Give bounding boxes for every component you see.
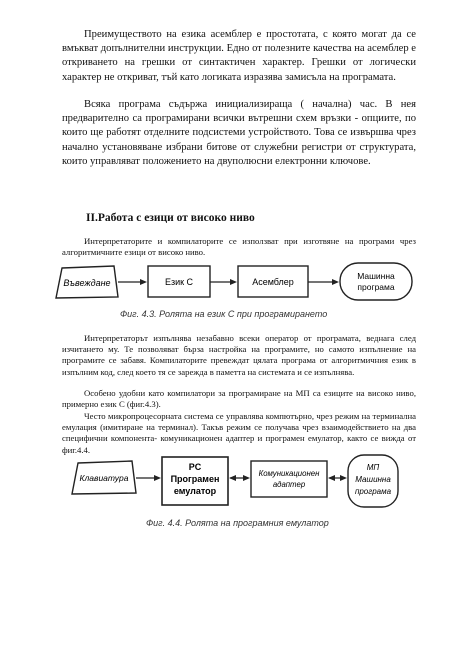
paragraph-interpreters-compilers: Интерпретаторите и компилаторите се използват при изготвяне на програми чрез алгоритмичните езици от високо ниво. (62, 236, 416, 258)
figure-4-4-diagram (70, 453, 400, 513)
paragraph-assembler-advantages: Преимуществото на езика асемблер е простотата, с която могат да се вмъкват допълнителни инструкции. Едно от полезните качества на асемблер е откриването на грешки от синтактичен характер. Грешки от логически характер не откриват, тъй като логиката изразява замисъла на програмата. (62, 29, 416, 83)
paragraph-terminal-emulation: Често микропроцесорната система се управлява компютърно, чрез режим на терминална емулация (имитиране на терминал). Такъв режим се получава чрез взаимодействието на два специфични компонента- комуникационен адаптер и програмен емулатор, както се вижда от фиг.4.4. (62, 411, 416, 455)
keyboard-label: Клавиатура (79, 473, 129, 483)
mp-label-line3: програма (354, 487, 392, 496)
paragraph-interpreter-execution: Интерпретаторът изпълнява незабавно всеки оператор от програмата, веднага след изчитането му. Те позволяват бърза настройка на програмите, но самото изпълнение на програмите се забавя. Компилаторите превеждат цялата програма от алгоритмичния език в изпълним код, след което тя се зарежда в паметта на системата и се изпълнява. (62, 333, 416, 377)
paragraph-initialization: Всяка програма съдържа инициализираща ( начална) час. В нея предварително са програмирани всички вътрешни схем връзки - опциите, по които ще работят отделните подсистеми устройството. Това се извършва чрез начално установяване избрани битове от служебни регистри от структурата, които управляват положението на двуполюсни електронни ключове. (62, 99, 416, 167)
figure-4-4-caption: Фиг. 4.4. Ролята на програмния емулатор (146, 518, 329, 528)
machine-program-label-line1: Машинна (357, 271, 395, 281)
mp-label-line1: МП (366, 463, 380, 472)
machine-program-label-line2: програма (357, 282, 395, 292)
input-label: Въвеждане (63, 278, 111, 288)
c-language-label: Език С (164, 277, 194, 287)
pc-emulator-label-line3: емулатор (173, 486, 217, 496)
comm-adapter-label-line2: адаптер (272, 480, 306, 489)
section-heading: II.Работа с езици от високо ниво (86, 212, 255, 224)
figure-4-3-diagram (52, 261, 422, 303)
comm-adapter-label-line1: Комуникационен (258, 469, 320, 478)
assembler-label: Асемблер (252, 277, 294, 287)
pc-emulator-label-line1: PC (188, 462, 202, 472)
pc-emulator-label-line2: Програмен (170, 474, 220, 484)
figure-4-3-caption: Фиг. 4.3. Ролята на език С при програмирането (120, 309, 328, 319)
mp-label-line2: Машинна (355, 475, 391, 484)
comm-adapter-box (251, 461, 327, 497)
paragraph-c-compilers: Особено удобни като компилатори за програмиране на МП са езиците на високо ниво, примерно език С (фиг.4.3). (62, 388, 416, 410)
